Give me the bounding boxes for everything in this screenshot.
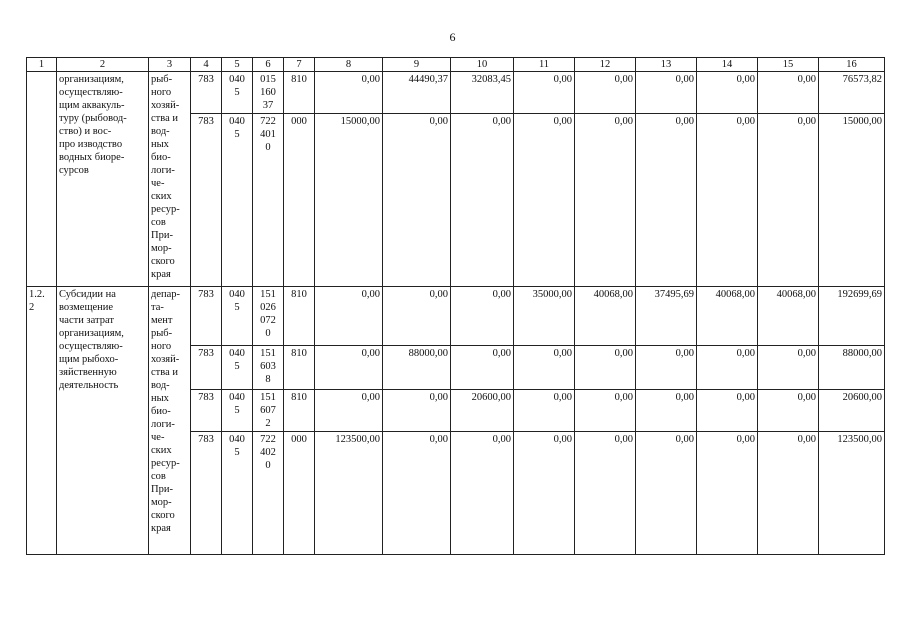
amount-cell: 0,00 xyxy=(451,287,514,346)
amount-cell: 0,00 xyxy=(697,432,758,555)
column-header: 13 xyxy=(636,58,697,72)
amount-cell: 0,00 xyxy=(451,114,514,287)
amount-cell: 123500,00 xyxy=(315,432,383,555)
total-cell: 20600,00 xyxy=(819,390,885,432)
column-header: 15 xyxy=(758,58,819,72)
column-header: 16 xyxy=(819,58,885,72)
expense-code: 000 xyxy=(284,432,315,555)
amount-cell: 0,00 xyxy=(383,432,451,555)
section-code: 040 5 xyxy=(222,72,253,114)
amount-cell: 0,00 xyxy=(383,114,451,287)
amount-cell: 0,00 xyxy=(758,114,819,287)
amount-cell: 0,00 xyxy=(514,72,575,114)
expense-code: 810 xyxy=(284,346,315,390)
amount-cell: 0,00 xyxy=(636,390,697,432)
total-cell: 123500,00 xyxy=(819,432,885,555)
amount-cell: 0,00 xyxy=(315,390,383,432)
column-header: 11 xyxy=(514,58,575,72)
target-code: 722 401 0 xyxy=(253,114,284,287)
amount-cell: 0,00 xyxy=(575,390,636,432)
amount-cell: 0,00 xyxy=(636,72,697,114)
amount-cell: 0,00 xyxy=(514,390,575,432)
target-code: 151 603 8 xyxy=(253,346,284,390)
amount-cell: 0,00 xyxy=(758,432,819,555)
amount-cell: 37495,69 xyxy=(636,287,697,346)
amount-cell: 40068,00 xyxy=(758,287,819,346)
amount-cell: 0,00 xyxy=(383,287,451,346)
total-cell: 15000,00 xyxy=(819,114,885,287)
amount-cell: 0,00 xyxy=(697,390,758,432)
amount-cell: 0,00 xyxy=(636,432,697,555)
amount-cell: 35000,00 xyxy=(514,287,575,346)
amount-cell: 0,00 xyxy=(697,346,758,390)
ministry-code: 783 xyxy=(191,287,222,346)
amount-cell: 32083,45 xyxy=(451,72,514,114)
column-header: 10 xyxy=(451,58,514,72)
amount-cell: 15000,00 xyxy=(315,114,383,287)
amount-cell: 40068,00 xyxy=(697,287,758,346)
total-cell: 76573,82 xyxy=(819,72,885,114)
amount-cell: 0,00 xyxy=(514,114,575,287)
page-number: 6 xyxy=(449,30,456,44)
target-code: 722 402 0 xyxy=(253,432,284,555)
amount-cell: 0,00 xyxy=(758,72,819,114)
column-header: 12 xyxy=(575,58,636,72)
expense-code: 810 xyxy=(284,72,315,114)
ministry-code: 783 xyxy=(191,72,222,114)
section-code: 040 5 xyxy=(222,346,253,390)
section-code: 040 5 xyxy=(222,390,253,432)
amount-cell: 0,00 xyxy=(636,346,697,390)
item-executor: депар- та- мент рыб- ного хозяй- ства и вод- ных био- логи- че- ских ресур- сов При- мор- ского края xyxy=(149,287,191,555)
target-code: 151 607 2 xyxy=(253,390,284,432)
target-code: 015 160 37 xyxy=(253,72,284,114)
amount-cell: 0,00 xyxy=(697,72,758,114)
section-code: 040 5 xyxy=(222,432,253,555)
total-cell: 192699,69 xyxy=(819,287,885,346)
amount-cell: 0,00 xyxy=(315,287,383,346)
section-code: 040 5 xyxy=(222,114,253,287)
ministry-code: 783 xyxy=(191,114,222,287)
amount-cell: 0,00 xyxy=(697,114,758,287)
ministry-code: 783 xyxy=(191,346,222,390)
column-header: 1 xyxy=(27,58,57,72)
amount-cell: 44490,37 xyxy=(383,72,451,114)
column-header: 8 xyxy=(315,58,383,72)
amount-cell: 0,00 xyxy=(575,432,636,555)
amount-cell: 0,00 xyxy=(758,346,819,390)
amount-cell: 0,00 xyxy=(451,432,514,555)
amount-cell: 0,00 xyxy=(758,390,819,432)
amount-cell: 0,00 xyxy=(315,72,383,114)
budget-table xyxy=(26,57,885,555)
amount-cell: 20600,00 xyxy=(451,390,514,432)
ministry-code: 783 xyxy=(191,432,222,555)
column-header: 4 xyxy=(191,58,222,72)
column-header: 2 xyxy=(57,58,149,72)
column-header: 3 xyxy=(149,58,191,72)
item-name: Субсидии на возмещение части затрат организациям, осуществляю- щим рыбохо- зяйственную деятельность xyxy=(57,287,149,555)
expense-code: 000 xyxy=(284,114,315,287)
target-code: 151 026 072 0 xyxy=(253,287,284,346)
amount-cell: 0,00 xyxy=(575,346,636,390)
expense-code: 810 xyxy=(284,390,315,432)
column-number-row xyxy=(27,58,885,72)
item-executor: рыб- ного хозяй- ства и вод- ных био- логи- че- ских ресур- сов При- мор- ского края xyxy=(149,72,191,287)
table-row xyxy=(27,72,885,114)
amount-cell: 0,00 xyxy=(636,114,697,287)
amount-cell: 0,00 xyxy=(514,346,575,390)
column-header: 7 xyxy=(284,58,315,72)
item-name: организациям, осуществляю- щим аквакуль- туру (рыбовод- ство) и вос- про изводство водных биоре- сурсов xyxy=(57,72,149,287)
column-header: 6 xyxy=(253,58,284,72)
column-header: 14 xyxy=(697,58,758,72)
item-number xyxy=(27,72,57,287)
item-number: 1.2. 2 xyxy=(27,287,57,555)
ministry-code: 783 xyxy=(191,390,222,432)
section-code: 040 5 xyxy=(222,287,253,346)
amount-cell: 0,00 xyxy=(383,390,451,432)
amount-cell: 0,00 xyxy=(451,346,514,390)
amount-cell: 40068,00 xyxy=(575,287,636,346)
table-row xyxy=(27,287,885,346)
amount-cell: 88000,00 xyxy=(383,346,451,390)
amount-cell: 0,00 xyxy=(575,114,636,287)
column-header: 5 xyxy=(222,58,253,72)
amount-cell: 0,00 xyxy=(575,72,636,114)
expense-code: 810 xyxy=(284,287,315,346)
amount-cell: 0,00 xyxy=(315,346,383,390)
column-header: 9 xyxy=(383,58,451,72)
total-cell: 88000,00 xyxy=(819,346,885,390)
amount-cell: 0,00 xyxy=(514,432,575,555)
